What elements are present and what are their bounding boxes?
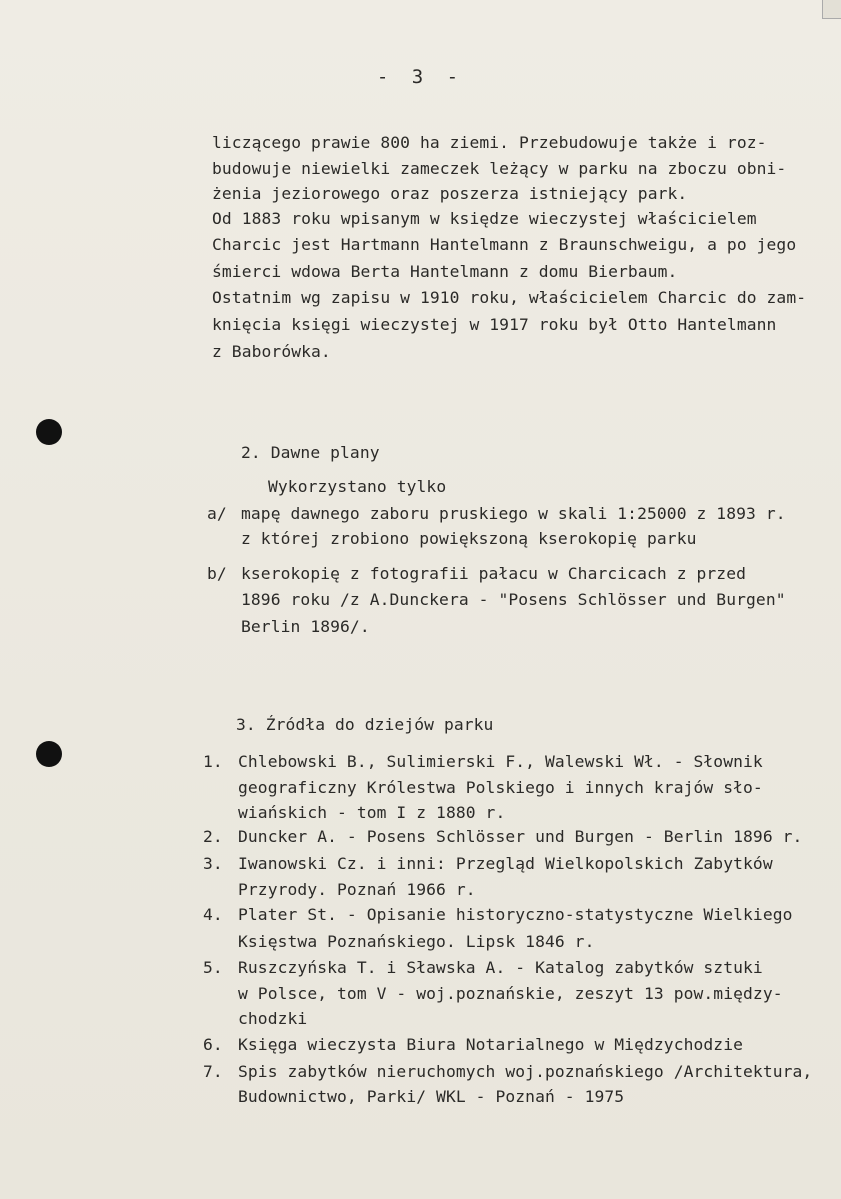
list-marker: 4.: [203, 905, 223, 924]
intro-line: Charcic jest Hartmann Hantelmann z Braunschweigu, a po jego: [212, 235, 797, 254]
intro-line: śmierci wdowa Berta Hantelmann z domu Bierbaum.: [212, 262, 678, 281]
list-item-line: Berlin 1896/.: [241, 617, 370, 636]
list-item-line: Spis zabytków nieruchomych woj.poznańskiego /Architektura,: [238, 1062, 813, 1081]
punch-hole-top: [36, 419, 62, 445]
list-item-line: Przyrody. Poznań 1966 r.: [238, 880, 476, 899]
list-marker: 7.: [203, 1062, 223, 1081]
section-heading: 2. Dawne plany: [241, 443, 380, 462]
list-item-line: kserokopię z fotografii pałacu w Charcicach z przed: [241, 564, 747, 583]
intro-line: żenia jeziorowego oraz poszerza istniejący park.: [212, 184, 688, 203]
list-marker: 5.: [203, 958, 223, 977]
list-item-line: Księga wieczysta Biura Notarialnego w Międzychodzie: [238, 1035, 744, 1054]
list-item-line: 1896 roku /z A.Dunckera - "Posens Schlösser und Burgen": [241, 590, 786, 609]
punch-hole-bottom: [36, 741, 62, 767]
list-marker: 2.: [203, 827, 223, 846]
list-marker: 3.: [203, 854, 223, 873]
list-item-line: Ruszczyńska T. i Sławska A. - Katalog zabytków sztuki: [238, 958, 763, 977]
intro-line: Ostatnim wg zapisu w 1910 roku, właścicielem Charcic do zam-: [212, 288, 807, 307]
list-marker: 1.: [203, 752, 223, 771]
list-marker: b/: [207, 564, 227, 583]
section-intro: Wykorzystano tylko: [268, 477, 447, 496]
list-item-line: Duncker A. - Posens Schlösser und Burgen - Berlin 1896 r.: [238, 827, 803, 846]
list-item-line: Księstwa Poznańskiego. Lipsk 1846 r.: [238, 932, 595, 951]
corner-fold: [822, 0, 841, 19]
list-item-line: w Polsce, tom V - woj.poznańskie, zeszyt 13 pow.między-: [238, 984, 783, 1003]
list-item-line: mapę dawnego zaboru pruskiego w skali 1:25000 z 1893 r.: [241, 504, 786, 523]
list-item-line: Chlebowski B., Sulimierski F., Walewski Wł. - Słownik: [238, 752, 763, 771]
list-item-line: Iwanowski Cz. i inni: Przegląd Wielkopolskich Zabytków: [238, 854, 773, 873]
list-item-line: chodzki: [238, 1009, 308, 1028]
page-number: - 3 -: [376, 66, 465, 88]
intro-line: knięcia księgi wieczystej w 1917 roku był Otto Hantelmann: [212, 315, 777, 334]
intro-line: budowuje niewielki zameczek leżący w parku na zboczu obni-: [212, 159, 787, 178]
intro-line: z Baborówka.: [212, 342, 331, 361]
intro-line: liczącego prawie 800 ha ziemi. Przebudowuje także i roz-: [212, 133, 767, 152]
intro-line: Od 1883 roku wpisanym w księdze wieczystej właścicielem: [212, 209, 757, 228]
list-item-line: wiańskich - tom I z 1880 r.: [238, 803, 506, 822]
list-item-line: geograficzny Królestwa Polskiego i innych krajów sło-: [238, 778, 763, 797]
list-item-line: Budownictwo, Parki/ WKL - Poznań - 1975: [238, 1087, 625, 1106]
list-item-line: Plater St. - Opisanie historyczno-statystyczne Wielkiego: [238, 905, 793, 924]
section-heading: 3. Źródła do dziejów parku: [236, 715, 494, 734]
list-marker: a/: [207, 504, 227, 523]
list-item-line: z której zrobiono powiększoną kserokopię parku: [241, 529, 697, 548]
list-marker: 6.: [203, 1035, 223, 1054]
